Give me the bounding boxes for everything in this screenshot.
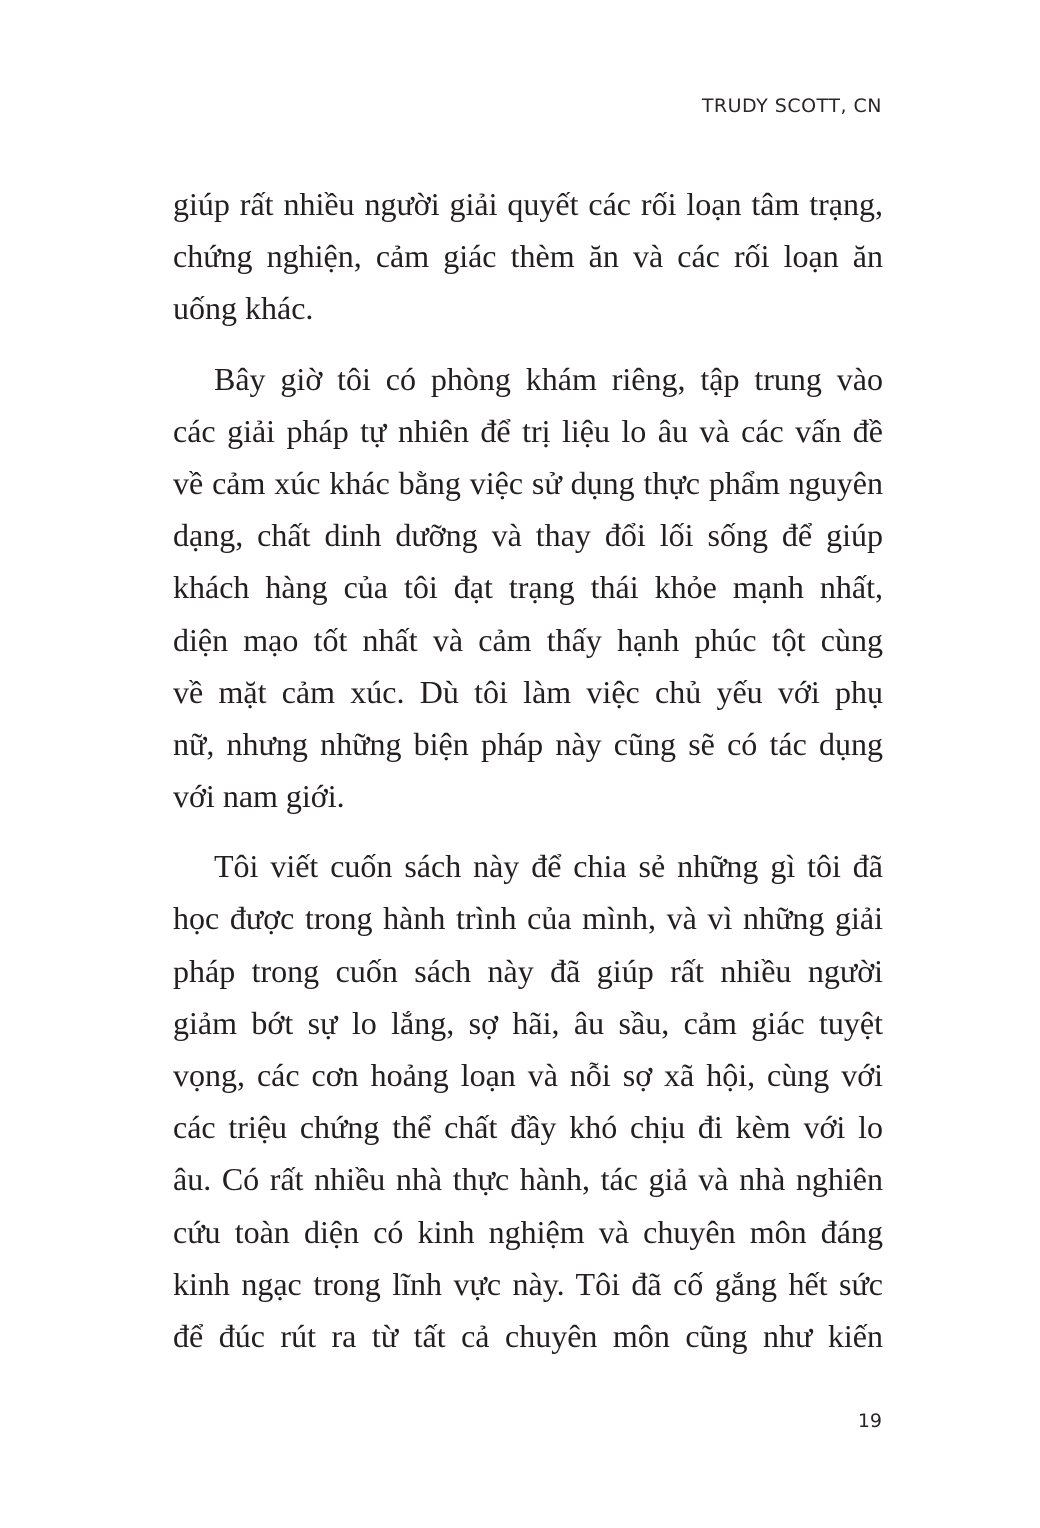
text-line: về cảm xúc khác bằng việc sử dụng thực phẩm nguyên — [173, 464, 883, 501]
text-line: chứng nghiện, cảm giác thèm ăn và các rối loạn ăn — [173, 238, 883, 275]
text-line: học được trong hành trình của mình, và vì những giải — [173, 900, 883, 937]
text-line: giảm bớt sự lo lắng, sợ hãi, âu sầu, cảm giác tuyệt — [173, 1004, 883, 1041]
paragraph — [173, 840, 883, 1362]
text-line: về mặt cảm xúc. Dù tôi làm việc chủ yếu với phụ — [173, 673, 883, 710]
page-number: 19 — [857, 1410, 882, 1432]
text-line: diện mạo tốt nhất và cảm thấy hạnh phúc tột cùng — [173, 621, 883, 658]
text-line: để đúc rút ra từ tất cả chuyên môn cũng như kiến — [173, 1317, 883, 1354]
text-line: các giải pháp tự nhiên để trị liệu lo âu và các vấn đề — [173, 412, 883, 449]
paragraph — [173, 353, 883, 823]
text-line: pháp trong cuốn sách này đã giúp rất nhiều người — [173, 952, 883, 989]
text-line: dạng, chất dinh dưỡng và thay đổi lối sống để giúp — [173, 517, 883, 554]
text-line: âu. Có rất nhiều nhà thực hành, tác giả và nhà nghiên — [173, 1161, 883, 1198]
text-line: giúp rất nhiều người giải quyết các rối loạn tâm trạng, — [173, 186, 883, 222]
text-line: các triệu chứng thể chất đầy khó chịu đi kèm với lo — [173, 1109, 883, 1146]
text-line: khách hàng của tôi đạt trạng thái khỏe mạnh nhất, — [173, 569, 883, 606]
text-line: với nam giới. — [173, 778, 345, 815]
text-line: cứu toàn diện có kinh nghiệm và chuyên môn đáng — [173, 1213, 883, 1250]
running-header: TRUDY SCOTT, CN — [701, 95, 882, 117]
text-line: uống khác. — [173, 290, 314, 327]
text-line: Bây giờ tôi có phòng khám riêng, tập trung vào — [214, 360, 883, 397]
text-line: kinh ngạc trong lĩnh vực này. Tôi đã cố gắng hết sức — [173, 1265, 883, 1302]
text-line: vọng, các cơn hoảng loạn và nỗi sợ xã hội, cùng với — [173, 1057, 883, 1093]
paragraph — [173, 178, 883, 335]
text-line: Tôi viết cuốn sách này để chia sẻ những gì tôi đã — [214, 848, 883, 885]
text-line: nữ, nhưng những biện pháp này cũng sẽ có tác dụng — [173, 725, 883, 762]
body-text — [173, 178, 883, 1362]
